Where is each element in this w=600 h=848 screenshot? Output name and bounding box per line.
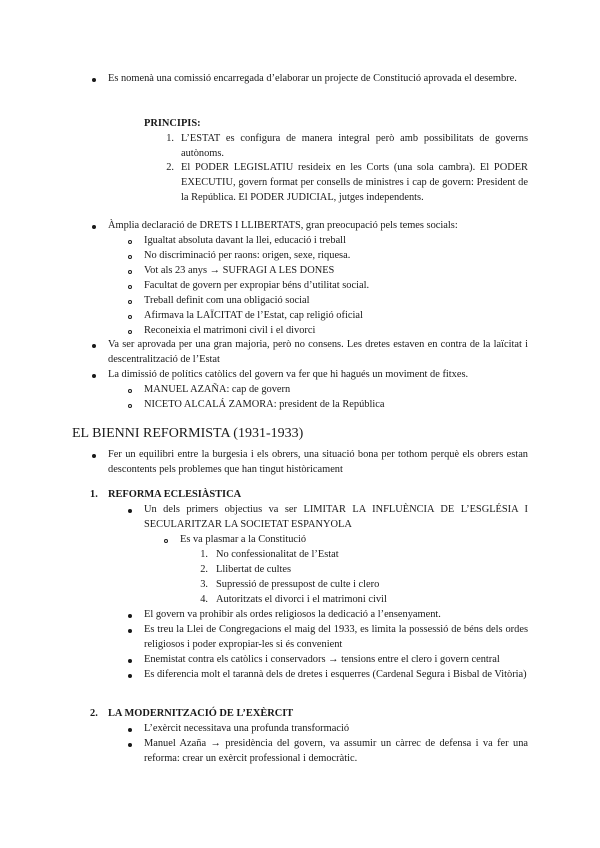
principis-item-1: L’ESTAT es configura de manera integral però amb possibilitats de governs autònoms. — [181, 133, 528, 159]
drets-item: Afirmava la LAÏCITAT de l’Estat, cap religió oficial — [144, 310, 363, 321]
reforma-item: No confessionalitat de l’Estat — [216, 549, 339, 560]
exercit-heading: LA MODERNITZACIÓ DE L’EXÈRCIT — [108, 708, 294, 719]
circle-bullet — [128, 389, 132, 393]
exercit-num: 2. — [90, 708, 98, 719]
principis-item-2: El PODER LEGISLATIU resideix en les Corts (una sola cambra). El PODER EXECUTIU, govern format per consells de ministres i cap de govern: President de la República. El PODER JUDICIAL, jutges independents. — [181, 162, 528, 203]
circle-bullet — [128, 255, 132, 259]
bullet-dot — [128, 743, 132, 747]
circle-bullet — [128, 330, 132, 334]
bullet-dot — [92, 374, 96, 378]
reforma-objectiu: Un dels primers objectius va ser LIMITAR LA INFLUÈNCIA DE L’ESGLÉSIA I SECULARITZAR LA SOCIETAT ESPANYOLA — [144, 504, 528, 530]
bullet-dot — [128, 674, 132, 678]
dimissio-text: La dimissió de polítics catòlics del govern va fer que hi hagués un moviment de fitxes. — [108, 369, 469, 380]
majoria-text: Va ser aprovada per una gran majoria, però no consens. Les dretes estaven en contra de la laïcitat i descentralització de l’Estat — [108, 339, 528, 365]
bullet-dot — [128, 629, 132, 633]
dimissio-item: MANUEL AZAÑA: cap de govern — [144, 384, 291, 395]
bullet-dot — [92, 225, 96, 229]
reforma-constitucio: Es va plasmar a la Constitució — [180, 534, 307, 545]
bullet-dot — [128, 509, 132, 513]
circle-bullet — [128, 240, 132, 244]
reforma-num: 1. — [90, 489, 98, 500]
principis-num-2: 2. — [166, 162, 174, 173]
reforma-bullet: El govern va prohibir als ordes religiosos la dedicació a l’ensenyament. — [144, 609, 441, 620]
drets-item: Vot als 23 anys → SUFRAGI A LES DONES — [144, 265, 335, 276]
exercit-bullet: L’exèrcit necessitava una profunda transformació — [144, 723, 350, 734]
drets-item: Igualtat absoluta davant la llei, educació i treball — [144, 235, 346, 246]
bienni-intro: Fer un equilibri entre la burgesia i els obrers, una situació bona per tothom perquè els obrers estan descontents pels problemes que han tingut històricament — [108, 449, 528, 475]
reforma-item: Autoritzats el divorci i el matrimoni civil — [216, 594, 387, 605]
reforma-item-num: 1. — [200, 549, 208, 560]
reforma-item: Llibertat de cultes — [216, 564, 292, 575]
reforma-bullet: Es treu la Llei de Congregacions el maig del 1933, es limita la possessió de béns dels ordes religiosos i poder expropiar-les si és convenient — [144, 624, 528, 650]
reforma-item-num: 3. — [200, 579, 208, 590]
bullet-dot — [128, 659, 132, 663]
principis-num-1: 1. — [166, 133, 174, 144]
circle-bullet — [164, 539, 168, 543]
circle-bullet — [128, 285, 132, 289]
reforma-bullet: Enemistat contra els catòlics i conservadors → tensions entre el clero i govern central — [144, 654, 500, 665]
bullet-dot — [128, 728, 132, 732]
drets-item: Treball definit com una obligació social — [144, 295, 310, 306]
bullet-dot — [128, 614, 132, 618]
circle-bullet — [128, 270, 132, 274]
reforma-item-num: 2. — [200, 564, 208, 575]
circle-bullet — [128, 315, 132, 319]
drets-item: Reconeixia el matrimoni civil i el divorci — [144, 325, 316, 336]
bullet-dot — [92, 454, 96, 458]
dimissio-item: NICETO ALCALÁ ZAMORA: president de la República — [144, 399, 385, 410]
bienni-heading: EL BIENNI REFORMISTA (1931-1933) — [72, 426, 304, 441]
exercit-bullet: Manuel Azaña → presidència del govern, va assumir un càrrec de defensa i va fer una reforma: crear un exèrcit professional i democràtic. — [144, 738, 528, 764]
drets-item: Facultat de govern per expropiar béns d’utilitat social. — [144, 280, 370, 291]
drets-item: No discriminació per raons: origen, sexe, riquesa. — [144, 250, 351, 261]
reforma-item-num: 4. — [200, 594, 208, 605]
circle-bullet — [128, 300, 132, 304]
reforma-bullet: Es diferencia molt el tarannà dels de dretes i esquerres (Cardenal Segura i Bisbal de Vitòria) — [144, 669, 527, 680]
bullet-dot — [92, 344, 96, 348]
drets-text: Àmplia declaració de DRETS I LLIBERTATS, gran preocupació pels temes socials: — [108, 220, 458, 231]
intro-bullet-text: Es nomenà una comissió encarregada d’elaborar un projecte de Constitució aprovada el desembre. — [108, 73, 517, 84]
reforma-item: Supressió de pressupost de culte i clero — [216, 579, 380, 590]
reforma-heading: REFORMA ECLESIÀSTICA — [108, 489, 242, 500]
principis-heading: PRINCIPIS: — [144, 118, 201, 129]
circle-bullet — [128, 404, 132, 408]
bullet-dot — [92, 78, 96, 82]
